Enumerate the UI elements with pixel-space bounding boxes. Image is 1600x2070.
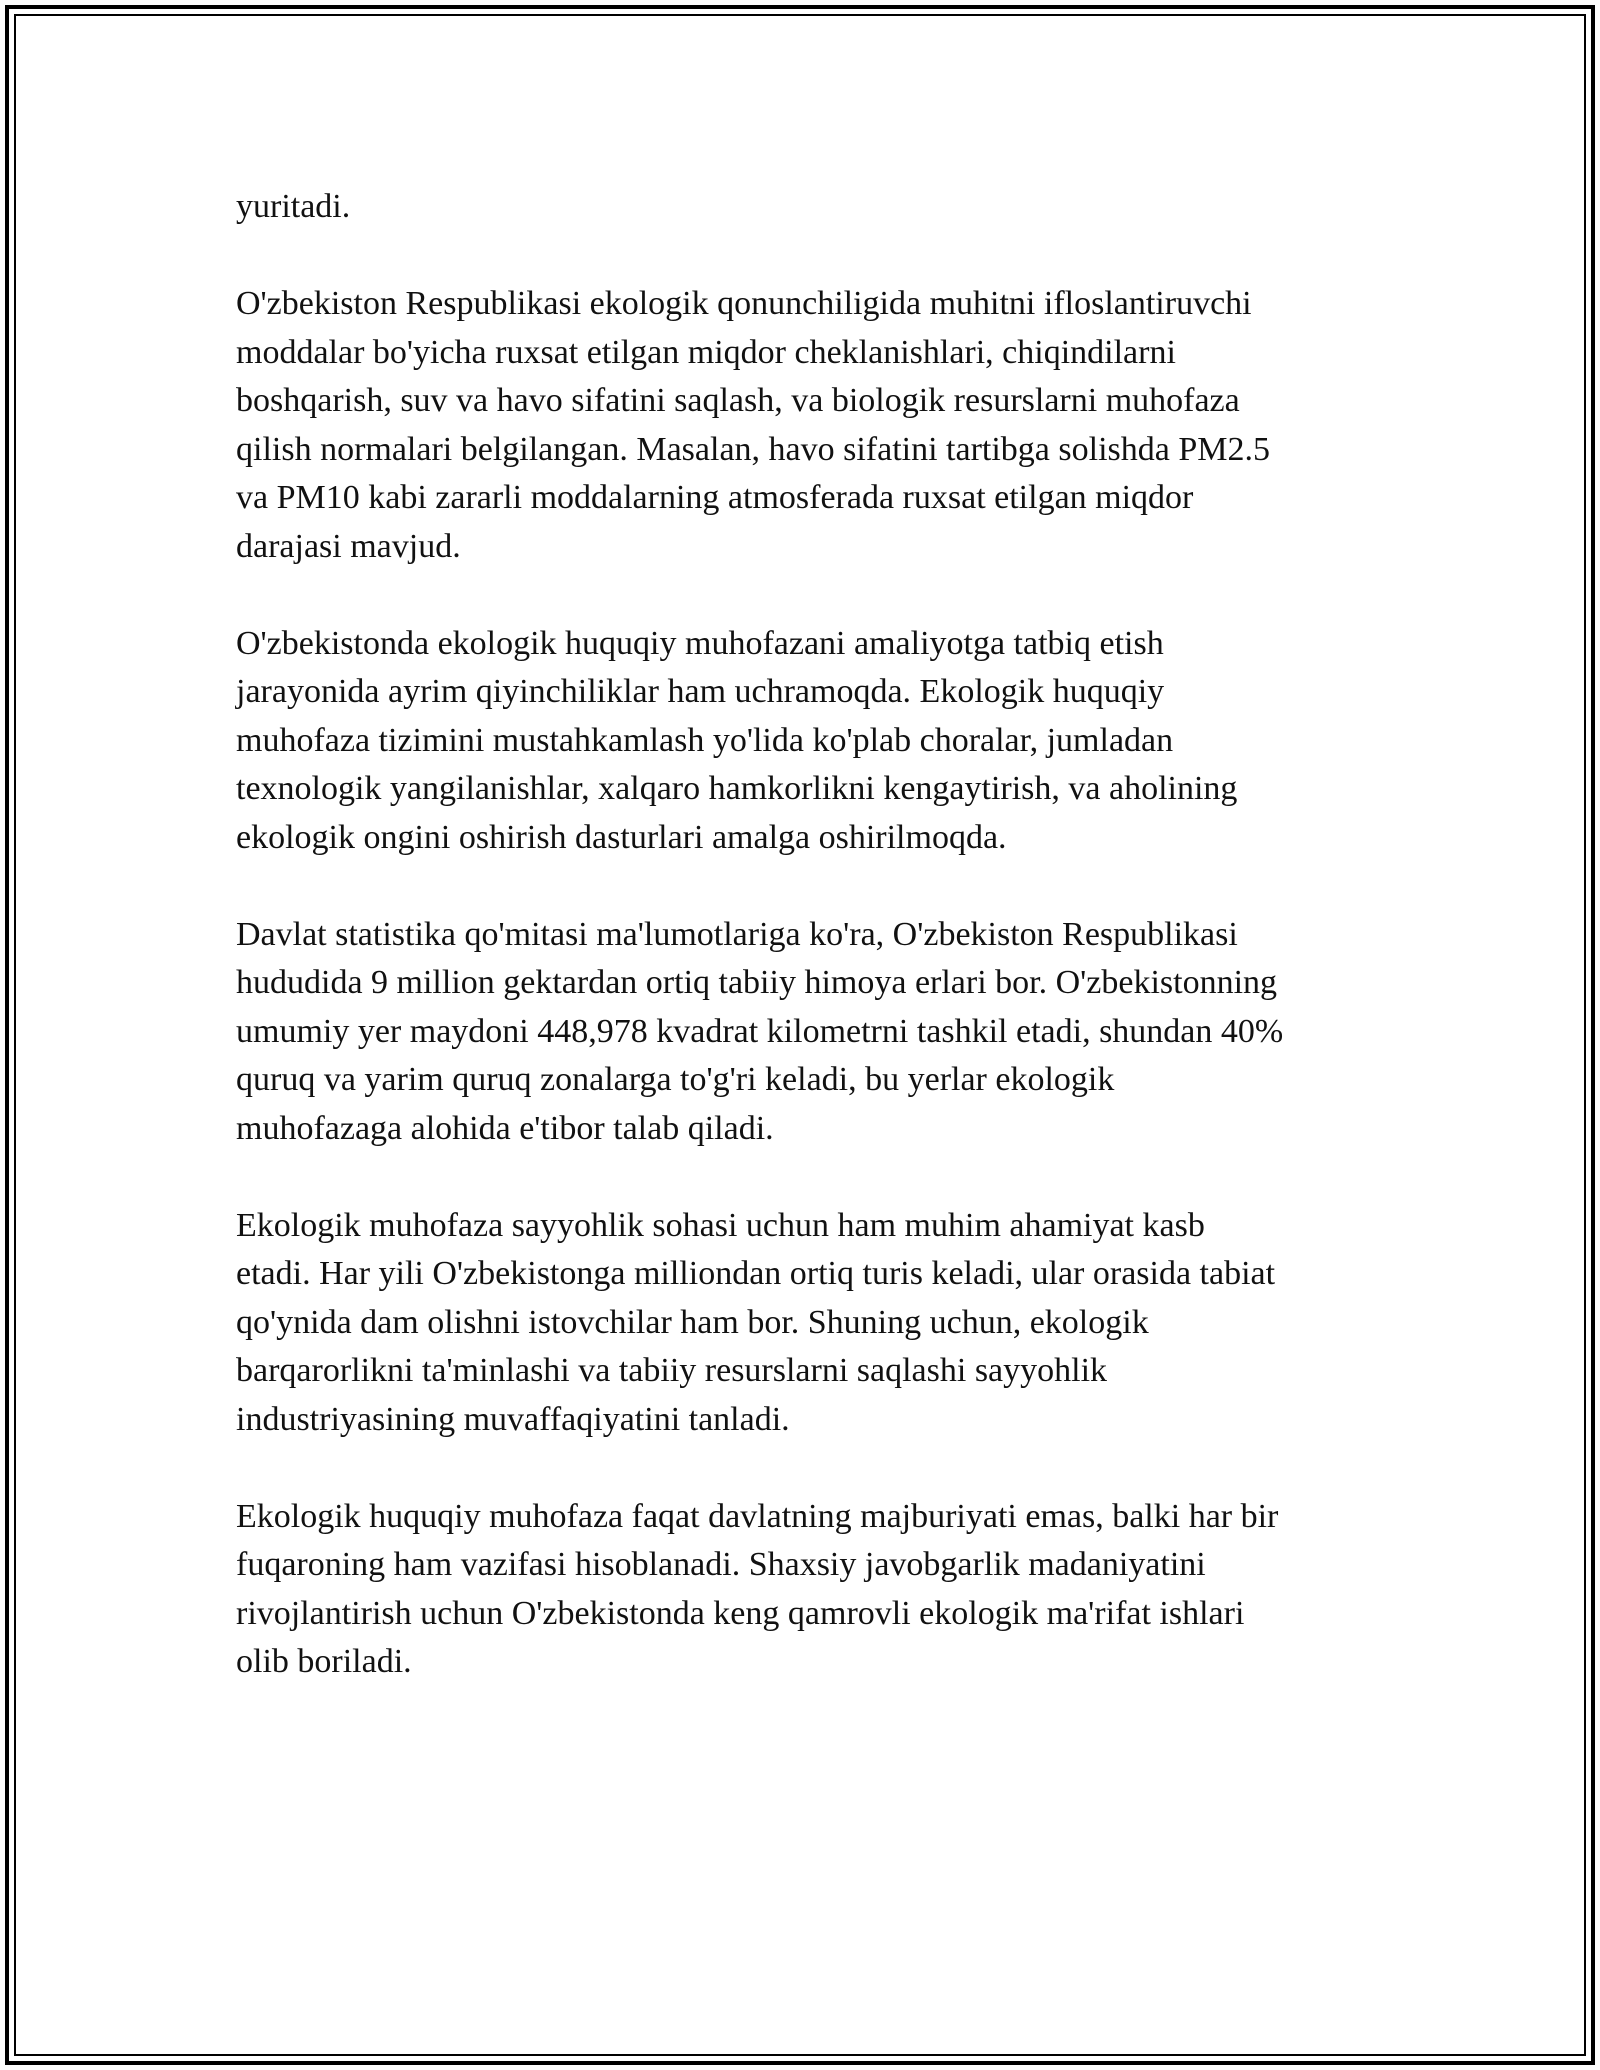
paragraph-5 [236, 1202, 1386, 1445]
text-line: olib boriladi. [236, 1643, 412, 1680]
text-line: muhofazaga alohida e'tibor talab qiladi. [236, 1109, 774, 1147]
text-line: va PM10 kabi zararli moddalarning atmosferada ruxsat etilgan miqdor [236, 479, 1194, 516]
text-line: hududida 9 million gektardan ortiq tabiiy himoya erlari bor. O'zbekistonning [236, 964, 1278, 1001]
text-line: rivojlantirish uchun O'zbekistonda keng qamrovli ekologik ma'rifat ishlari [236, 1594, 1245, 1632]
text-line: yuritadi. [236, 188, 351, 225]
text-line: Ekologik huquqiy muhofaza faqat davlatning majburiyati emas, balki har bir [236, 1497, 1279, 1535]
text-line: muhofaza tizimini mustahkamlash yo'lida ko'plab choralar, jumladan [236, 721, 1174, 759]
text-line: O'zbekiston Respublikasi ekologik qonunchiligida muhitni ifloslantiruvchi [236, 285, 1252, 322]
text-line: moddalar bo'yicha ruxsat etilgan miqdor cheklanishlari, chiqindilarni [236, 333, 1176, 371]
text-line: umumiy yer maydoni 448,978 kvadrat kilometrni tashkil etadi, shundan 40% [236, 1012, 1284, 1050]
text-line: qo'ynida dam olishni istovchilar ham bor. Shuning uchun, ekologik [236, 1303, 1149, 1341]
paragraph-6 [236, 1493, 1386, 1687]
text-line: ekologik ongini oshirish dasturlari amalga oshirilmoqda. [236, 818, 1007, 856]
text-line: quruq va yarim quruq zonalarga to'g'ri keladi, bu yerlar ekologik [236, 1061, 1115, 1098]
paragraph-2 [236, 280, 1386, 571]
paragraph-4 [236, 911, 1386, 1154]
text-line: fuqaroning ham vazifasi hisoblanadi. Shaxsiy javobgarlik madaniyatini [236, 1546, 1206, 1583]
text-line: qilish normalari belgilangan. Masalan, havo sifatini tartibga solishda PM2.5 [236, 430, 1270, 468]
text-line: industriyasining muvaffaqiyatini tanladi. [236, 1400, 790, 1438]
text-line: Ekologik muhofaza sayyohlik sohasi uchun ham muhim ahamiyat kasb [236, 1206, 1205, 1244]
text-line: jarayonida ayrim qiyinchiliklar ham uchramoqda. Ekologik huquqiy [236, 673, 1165, 710]
text-line: boshqarish, suv va havo sifatini saqlash, va biologik resurslarni muhofaza [236, 382, 1240, 419]
text-line: texnologik yangilanishlar, xalqaro hamkorlikni kengaytirish, va aholining [236, 770, 1238, 807]
text-line: darajasi mavjud. [236, 527, 461, 565]
paragraph-3 [236, 620, 1386, 863]
text-line: etadi. Har yili O'zbekistonga milliondan ortiq turis keladi, ular orasida tabiat [236, 1255, 1276, 1292]
text-line: barqarorlikni ta'minlashi va tabiiy resurslarni saqlashi sayyohlik [236, 1352, 1108, 1389]
document-body [236, 183, 1386, 1735]
text-line: Davlat statistika qo'mitasi ma'lumotlariga ko'ra, O'zbekiston Respublikasi [236, 915, 1238, 953]
paragraph-1 [236, 183, 1386, 232]
text-line: O'zbekistonda ekologik huquqiy muhofazani amaliyotga tatbiq etish [236, 624, 1164, 662]
